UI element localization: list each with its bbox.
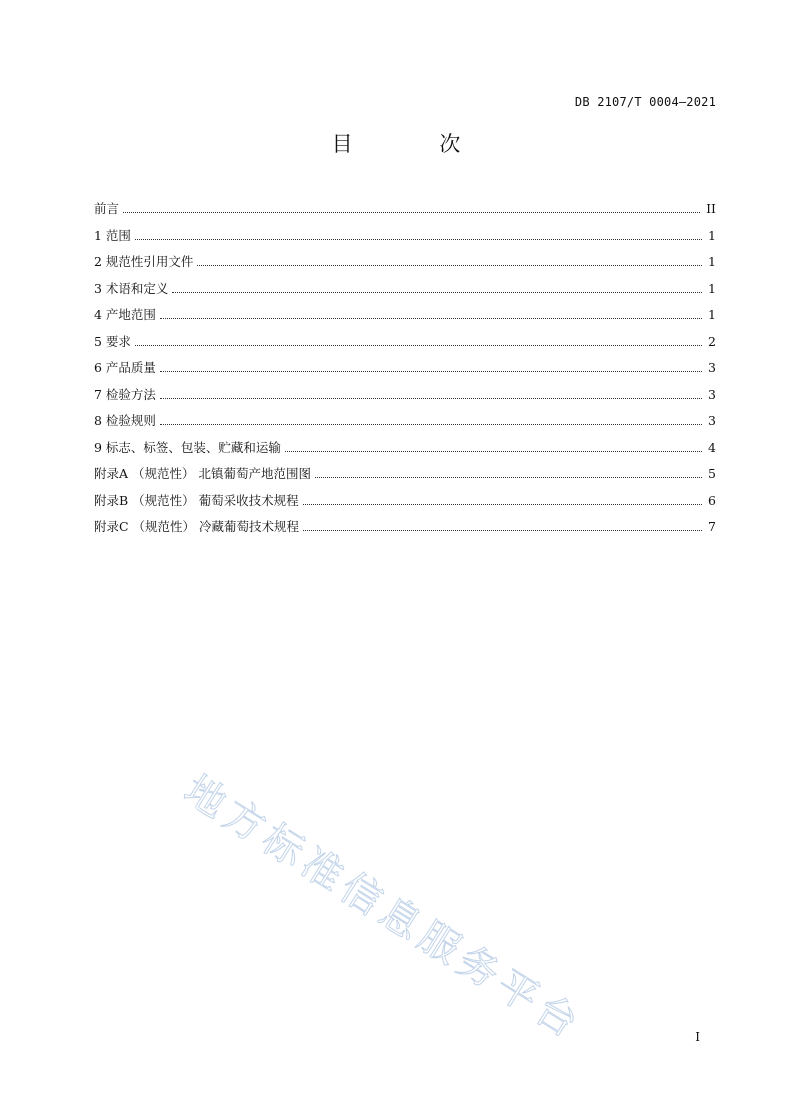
toc-entry[interactable] xyxy=(94,279,716,306)
toc-entry-page: 3 xyxy=(708,413,716,428)
toc-title: 目 次 xyxy=(331,132,501,156)
toc-leader-dots xyxy=(160,424,702,425)
toc-leader-dots xyxy=(197,265,702,266)
document-code: DB 2107/T 0004—2021 xyxy=(574,95,716,109)
toc-entry[interactable] xyxy=(94,517,716,544)
toc-leader-dots xyxy=(303,504,702,505)
toc-entry[interactable] xyxy=(94,226,716,253)
toc-entry[interactable] xyxy=(94,252,716,279)
toc-entry-label: 2 规范性引用文件 xyxy=(94,254,194,269)
toc-entry[interactable] xyxy=(94,411,716,438)
toc-leader-dots xyxy=(160,318,702,319)
toc-leader-dots xyxy=(160,371,702,372)
toc-entry-label: 6 产品质量 xyxy=(94,360,156,375)
toc-entry-page: 1 xyxy=(708,254,716,269)
toc-entry-page: 1 xyxy=(708,280,716,296)
toc-entry-label: 前言 xyxy=(94,201,120,216)
toc-entry[interactable] xyxy=(94,464,716,491)
toc-leader-dots xyxy=(303,530,702,531)
toc-entry-label: 附录C （规范性） 冷藏葡萄技术规程 xyxy=(94,519,300,534)
toc-entry-page: 6 xyxy=(708,492,716,508)
toc-entry-label: 5 要求 xyxy=(94,333,131,349)
toc-leader-dots xyxy=(135,345,702,346)
toc-entry-label: 7 检验方法 xyxy=(94,386,156,402)
toc-entry-label: 4 产地范围 xyxy=(94,307,156,322)
table-of-contents xyxy=(94,199,716,544)
toc-entry-page: II xyxy=(706,201,716,216)
toc-entry-page: 1 xyxy=(708,227,716,243)
toc-entry-label: 1 范围 xyxy=(94,227,131,243)
toc-entry[interactable] xyxy=(94,358,716,385)
toc-entry[interactable] xyxy=(94,199,716,226)
toc-entry-page: 3 xyxy=(708,386,716,402)
toc-entry-page: 5 xyxy=(708,466,716,481)
toc-entry[interactable] xyxy=(94,385,716,412)
toc-entry[interactable] xyxy=(94,438,716,465)
toc-entry[interactable] xyxy=(94,332,716,359)
toc-entry[interactable] xyxy=(94,491,716,518)
toc-entry-label: 3 术语和定义 xyxy=(94,280,169,296)
watermark: 地方标准信息服务平台 xyxy=(175,766,591,1050)
toc-leader-dots xyxy=(123,212,700,213)
toc-entry-page: 4 xyxy=(708,439,716,455)
toc-leader-dots xyxy=(135,239,702,240)
toc-leader-dots xyxy=(160,398,702,399)
toc-entry-label: 9 标志、标签、包装、贮藏和运输 xyxy=(94,439,281,455)
toc-leader-dots xyxy=(315,477,702,478)
toc-entry-page: 2 xyxy=(708,333,716,349)
page-number: I xyxy=(695,1030,700,1044)
toc-entry-page: 3 xyxy=(708,360,716,375)
toc-entry-label: 8 检验规则 xyxy=(94,413,156,428)
toc-leader-dots xyxy=(285,451,702,452)
toc-entry[interactable] xyxy=(94,305,716,332)
toc-entry-label: 附录B （规范性） 葡萄采收技术规程 xyxy=(94,492,299,508)
toc-leader-dots xyxy=(172,292,702,293)
toc-entry-page: 1 xyxy=(708,307,716,322)
toc-entry-page: 7 xyxy=(708,519,716,534)
toc-entry-label: 附录A （规范性） 北镇葡萄产地范围图 xyxy=(94,466,311,481)
